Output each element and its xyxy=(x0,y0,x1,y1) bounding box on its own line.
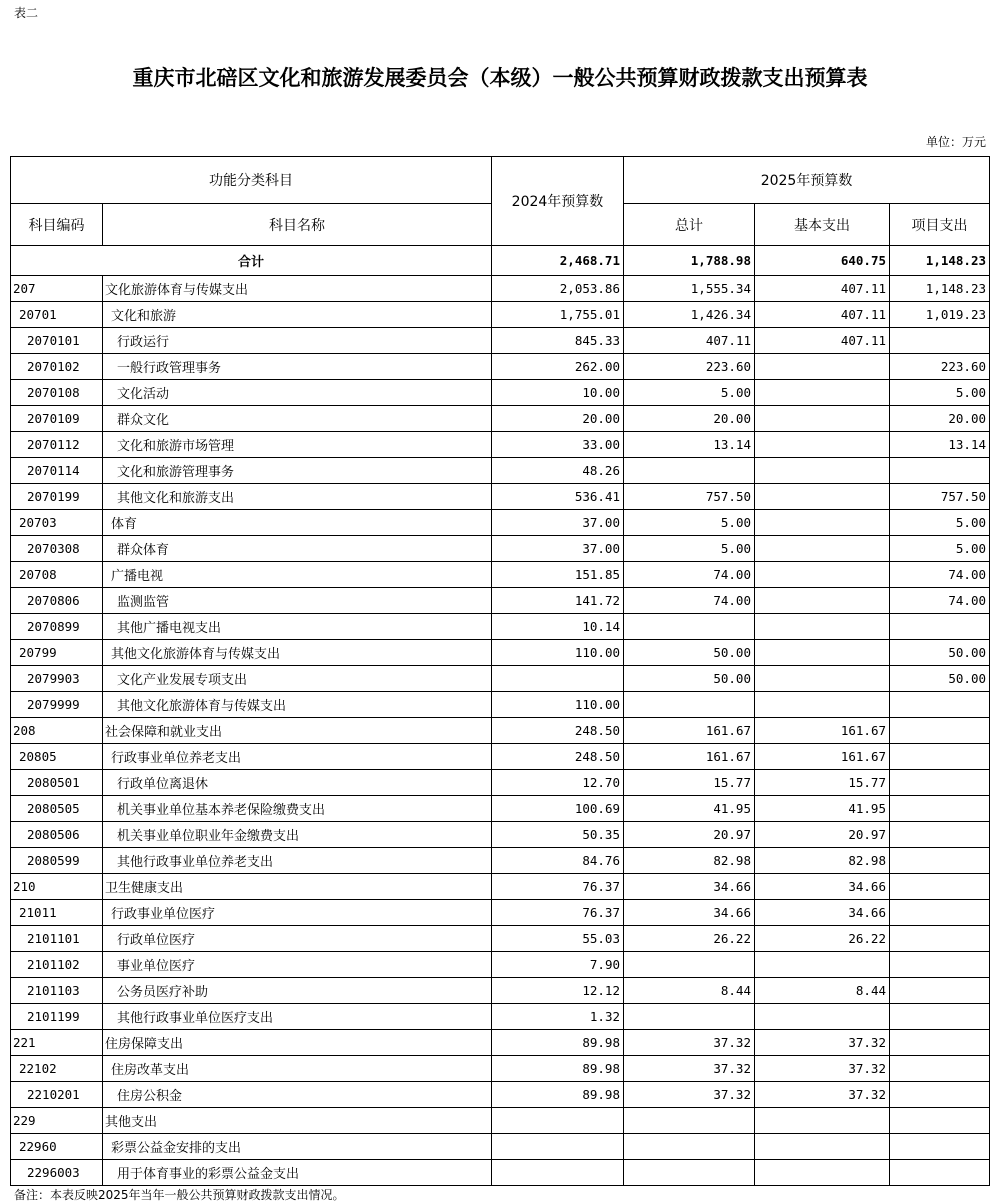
cell-code: 210 xyxy=(11,874,103,900)
cell-code: 2070114 xyxy=(11,458,103,484)
cell-name: 其他行政事业单位养老支出 xyxy=(103,848,492,874)
table-row xyxy=(11,952,990,978)
cell-code: 2070899 xyxy=(11,614,103,640)
cell-project xyxy=(890,952,990,978)
cell-code: 2210201 xyxy=(11,1082,103,1108)
cell-total: 20.00 xyxy=(624,406,755,432)
cell-total: 37.32 xyxy=(624,1056,755,1082)
cell-code: 207 xyxy=(11,276,103,302)
header-basic: 基本支出 xyxy=(755,204,890,246)
cell-b2024: 12.70 xyxy=(492,770,624,796)
cell-b2024: 7.90 xyxy=(492,952,624,978)
cell-code: 2070112 xyxy=(11,432,103,458)
cell-basic: 407.11 xyxy=(755,276,890,302)
cell-total xyxy=(624,1108,755,1134)
cell-name: 行政单位离退休 xyxy=(103,770,492,796)
cell-code: 21011 xyxy=(11,900,103,926)
table-row xyxy=(11,1134,990,1160)
cell-project: 5.00 xyxy=(890,536,990,562)
table-row xyxy=(11,1004,990,1030)
cell-b2024: 12.12 xyxy=(492,978,624,1004)
cell-name: 监测监管 xyxy=(103,588,492,614)
cell-project: 20.00 xyxy=(890,406,990,432)
cell-basic xyxy=(755,666,890,692)
cell-project xyxy=(890,692,990,718)
cell-basic xyxy=(755,1134,890,1160)
cell-project xyxy=(890,1108,990,1134)
cell-project: 223.60 xyxy=(890,354,990,380)
cell-total xyxy=(624,1134,755,1160)
table-row xyxy=(11,1160,990,1186)
table-row xyxy=(11,328,990,354)
table-row xyxy=(11,562,990,588)
table-row xyxy=(11,1108,990,1134)
cell-total: 50.00 xyxy=(624,666,755,692)
cell-basic: 34.66 xyxy=(755,874,890,900)
cell-code: 2070109 xyxy=(11,406,103,432)
cell-basic xyxy=(755,380,890,406)
table-row xyxy=(11,848,990,874)
cell-total: 34.66 xyxy=(624,874,755,900)
cell-basic xyxy=(755,614,890,640)
cell-b2024 xyxy=(492,1108,624,1134)
cell-code: 229 xyxy=(11,1108,103,1134)
cell-total: 161.67 xyxy=(624,744,755,770)
cell-name: 文化和旅游 xyxy=(103,302,492,328)
table-row xyxy=(11,536,990,562)
cell-project xyxy=(890,926,990,952)
cell-name: 其他行政事业单位医疗支出 xyxy=(103,1004,492,1030)
cell-total: 1,426.34 xyxy=(624,302,755,328)
header-func-class: 功能分类科目 xyxy=(11,157,492,204)
cell-total: 82.98 xyxy=(624,848,755,874)
cell-basic: 15.77 xyxy=(755,770,890,796)
cell-b2024 xyxy=(492,666,624,692)
cell-basic: 161.67 xyxy=(755,718,890,744)
cell-project xyxy=(890,744,990,770)
cell-total xyxy=(624,692,755,718)
cell-total: 757.50 xyxy=(624,484,755,510)
cell-code: 208 xyxy=(11,718,103,744)
cell-project xyxy=(890,900,990,926)
cell-basic xyxy=(755,484,890,510)
cell-code: 20701 xyxy=(11,302,103,328)
table-row xyxy=(11,484,990,510)
cell-project xyxy=(890,328,990,354)
cell-code: 2070102 xyxy=(11,354,103,380)
cell-b2024: 536.41 xyxy=(492,484,624,510)
cell-basic: 37.32 xyxy=(755,1030,890,1056)
cell-name: 行政单位医疗 xyxy=(103,926,492,952)
cell-name: 其他文化旅游体育与传媒支出 xyxy=(103,692,492,718)
cell-name: 一般行政管理事务 xyxy=(103,354,492,380)
footnote: 备注：本表反映2025年当年一般公共预算财政拨款支出情况。 xyxy=(14,1188,345,1202)
cell-total: 37.32 xyxy=(624,1030,755,1056)
cell-basic xyxy=(755,562,890,588)
cell-code: 2296003 xyxy=(11,1160,103,1186)
cell-name: 机关事业单位职业年金缴费支出 xyxy=(103,822,492,848)
cell-code: 2080506 xyxy=(11,822,103,848)
table-row xyxy=(11,978,990,1004)
cell-name: 其他文化和旅游支出 xyxy=(103,484,492,510)
cell-total: 41.95 xyxy=(624,796,755,822)
cell-code: 2101103 xyxy=(11,978,103,1004)
table-row xyxy=(11,666,990,692)
cell-project: 5.00 xyxy=(890,380,990,406)
cell-total: 5.00 xyxy=(624,536,755,562)
cell-b2024: 76.37 xyxy=(492,900,624,926)
cell-basic: 161.67 xyxy=(755,744,890,770)
cell-basic xyxy=(755,640,890,666)
cell-b2024: 89.98 xyxy=(492,1082,624,1108)
cell-project xyxy=(890,718,990,744)
cell-name: 事业单位医疗 xyxy=(103,952,492,978)
cell-code: 2070108 xyxy=(11,380,103,406)
header-project: 项目支出 xyxy=(890,204,990,246)
cell-code: 20703 xyxy=(11,510,103,536)
cell-project xyxy=(890,978,990,1004)
cell-total: 5.00 xyxy=(624,510,755,536)
totals-row xyxy=(11,246,990,276)
header-code: 科目编码 xyxy=(11,204,103,246)
cell-project xyxy=(890,1056,990,1082)
cell-project: 1,148.23 xyxy=(890,276,990,302)
header-name: 科目名称 xyxy=(103,204,492,246)
cell-b2024: 110.00 xyxy=(492,692,624,718)
cell-name: 用于体育事业的彩票公益金支出 xyxy=(103,1160,492,1186)
cell-name: 其他广播电视支出 xyxy=(103,614,492,640)
cell-project xyxy=(890,848,990,874)
cell-total: 50.00 xyxy=(624,640,755,666)
cell-project: 50.00 xyxy=(890,666,990,692)
totals-project: 1,148.23 xyxy=(890,246,990,276)
cell-name: 住房保障支出 xyxy=(103,1030,492,1056)
cell-name: 文化活动 xyxy=(103,380,492,406)
cell-total: 407.11 xyxy=(624,328,755,354)
cell-name: 行政运行 xyxy=(103,328,492,354)
table-row xyxy=(11,744,990,770)
cell-code: 2101199 xyxy=(11,1004,103,1030)
cell-name: 文化和旅游管理事务 xyxy=(103,458,492,484)
cell-code: 2079903 xyxy=(11,666,103,692)
cell-project: 5.00 xyxy=(890,510,990,536)
cell-code: 2080505 xyxy=(11,796,103,822)
cell-b2024: 37.00 xyxy=(492,536,624,562)
cell-name: 彩票公益金安排的支出 xyxy=(103,1134,492,1160)
table-row xyxy=(11,588,990,614)
cell-code: 2080599 xyxy=(11,848,103,874)
cell-basic xyxy=(755,432,890,458)
cell-project xyxy=(890,1082,990,1108)
cell-total: 26.22 xyxy=(624,926,755,952)
cell-project xyxy=(890,822,990,848)
table-row xyxy=(11,510,990,536)
totals-basic: 640.75 xyxy=(755,246,890,276)
table-row xyxy=(11,796,990,822)
cell-name: 行政事业单位养老支出 xyxy=(103,744,492,770)
cell-total xyxy=(624,1160,755,1186)
table-row xyxy=(11,1082,990,1108)
cell-basic xyxy=(755,1004,890,1030)
table-row xyxy=(11,874,990,900)
header-total: 总计 xyxy=(624,204,755,246)
table-row xyxy=(11,406,990,432)
cell-b2024: 262.00 xyxy=(492,354,624,380)
cell-b2024: 84.76 xyxy=(492,848,624,874)
cell-name: 其他文化旅游体育与传媒支出 xyxy=(103,640,492,666)
cell-project xyxy=(890,796,990,822)
cell-name: 社会保障和就业支出 xyxy=(103,718,492,744)
table-row xyxy=(11,718,990,744)
cell-name: 群众文化 xyxy=(103,406,492,432)
cell-name: 行政事业单位医疗 xyxy=(103,900,492,926)
cell-basic xyxy=(755,692,890,718)
cell-basic xyxy=(755,510,890,536)
cell-code: 2070199 xyxy=(11,484,103,510)
cell-basic: 37.32 xyxy=(755,1056,890,1082)
cell-project: 50.00 xyxy=(890,640,990,666)
cell-name: 文化旅游体育与传媒支出 xyxy=(103,276,492,302)
cell-b2024: 33.00 xyxy=(492,432,624,458)
cell-basic xyxy=(755,536,890,562)
cell-name: 卫生健康支出 xyxy=(103,874,492,900)
cell-basic: 8.44 xyxy=(755,978,890,1004)
cell-b2024: 89.98 xyxy=(492,1056,624,1082)
cell-project: 74.00 xyxy=(890,562,990,588)
cell-b2024: 1,755.01 xyxy=(492,302,624,328)
cell-basic: 34.66 xyxy=(755,900,890,926)
cell-basic: 26.22 xyxy=(755,926,890,952)
cell-code: 22102 xyxy=(11,1056,103,1082)
cell-project: 13.14 xyxy=(890,432,990,458)
cell-project: 74.00 xyxy=(890,588,990,614)
cell-total: 223.60 xyxy=(624,354,755,380)
header-budget-2025: 2025年预算数 xyxy=(624,157,990,204)
totals-b2024: 2,468.71 xyxy=(492,246,624,276)
cell-basic xyxy=(755,458,890,484)
cell-project xyxy=(890,614,990,640)
cell-name: 体育 xyxy=(103,510,492,536)
cell-total: 74.00 xyxy=(624,588,755,614)
cell-code: 20805 xyxy=(11,744,103,770)
cell-name: 住房改革支出 xyxy=(103,1056,492,1082)
cell-total: 34.66 xyxy=(624,900,755,926)
cell-basic xyxy=(755,1160,890,1186)
cell-project xyxy=(890,1134,990,1160)
cell-project xyxy=(890,874,990,900)
table-row xyxy=(11,458,990,484)
table-row xyxy=(11,432,990,458)
cell-b2024: 50.35 xyxy=(492,822,624,848)
cell-total: 13.14 xyxy=(624,432,755,458)
cell-code: 221 xyxy=(11,1030,103,1056)
header-budget-2024: 2024年预算数 xyxy=(492,157,624,246)
cell-basic: 407.11 xyxy=(755,328,890,354)
cell-b2024: 10.14 xyxy=(492,614,624,640)
cell-code: 2070806 xyxy=(11,588,103,614)
table-row xyxy=(11,822,990,848)
cell-code: 22960 xyxy=(11,1134,103,1160)
cell-name: 其他支出 xyxy=(103,1108,492,1134)
cell-basic xyxy=(755,952,890,978)
cell-basic xyxy=(755,406,890,432)
cell-project: 1,019.23 xyxy=(890,302,990,328)
page-title: 重庆市北碚区文化和旅游发展委员会（本级）一般公共预算财政拨款支出预算表 xyxy=(132,66,868,90)
cell-b2024: 55.03 xyxy=(492,926,624,952)
cell-project xyxy=(890,1004,990,1030)
unit-label: 单位：万元 xyxy=(925,135,986,149)
cell-project xyxy=(890,1160,990,1186)
table-row xyxy=(11,614,990,640)
cell-total: 5.00 xyxy=(624,380,755,406)
cell-code: 2080501 xyxy=(11,770,103,796)
cell-project xyxy=(890,770,990,796)
cell-b2024: 76.37 xyxy=(492,874,624,900)
cell-basic: 41.95 xyxy=(755,796,890,822)
cell-name: 群众体育 xyxy=(103,536,492,562)
cell-b2024: 10.00 xyxy=(492,380,624,406)
cell-b2024: 151.85 xyxy=(492,562,624,588)
table-row xyxy=(11,770,990,796)
cell-basic xyxy=(755,1108,890,1134)
cell-basic: 37.32 xyxy=(755,1082,890,1108)
cell-total: 20.97 xyxy=(624,822,755,848)
cell-total: 161.67 xyxy=(624,718,755,744)
cell-basic xyxy=(755,354,890,380)
cell-basic: 20.97 xyxy=(755,822,890,848)
cell-code: 20708 xyxy=(11,562,103,588)
cell-total xyxy=(624,614,755,640)
cell-total xyxy=(624,952,755,978)
cell-name: 公务员医疗补助 xyxy=(103,978,492,1004)
cell-name: 文化产业发展专项支出 xyxy=(103,666,492,692)
cell-name: 机关事业单位基本养老保险缴费支出 xyxy=(103,796,492,822)
cell-name: 住房公积金 xyxy=(103,1082,492,1108)
cell-name: 广播电视 xyxy=(103,562,492,588)
table-row xyxy=(11,692,990,718)
cell-basic xyxy=(755,588,890,614)
cell-project: 757.50 xyxy=(890,484,990,510)
cell-code: 20799 xyxy=(11,640,103,666)
cell-project xyxy=(890,1030,990,1056)
totals-label: 合计 xyxy=(11,246,492,276)
table-row xyxy=(11,900,990,926)
cell-basic: 82.98 xyxy=(755,848,890,874)
cell-b2024: 845.33 xyxy=(492,328,624,354)
cell-total xyxy=(624,1004,755,1030)
cell-b2024 xyxy=(492,1134,624,1160)
table-tag: 表二 xyxy=(14,6,39,20)
cell-total: 8.44 xyxy=(624,978,755,1004)
cell-name: 文化和旅游市场管理 xyxy=(103,432,492,458)
cell-basic: 407.11 xyxy=(755,302,890,328)
cell-code: 2101102 xyxy=(11,952,103,978)
totals-total: 1,788.98 xyxy=(624,246,755,276)
cell-b2024: 2,053.86 xyxy=(492,276,624,302)
table-row xyxy=(11,302,990,328)
cell-total: 15.77 xyxy=(624,770,755,796)
cell-total: 37.32 xyxy=(624,1082,755,1108)
cell-b2024: 89.98 xyxy=(492,1030,624,1056)
cell-b2024: 141.72 xyxy=(492,588,624,614)
cell-b2024: 248.50 xyxy=(492,744,624,770)
cell-code: 2079999 xyxy=(11,692,103,718)
table-row xyxy=(11,380,990,406)
cell-b2024: 100.69 xyxy=(492,796,624,822)
cell-b2024: 20.00 xyxy=(492,406,624,432)
cell-total: 1,555.34 xyxy=(624,276,755,302)
cell-code: 2070101 xyxy=(11,328,103,354)
cell-total xyxy=(624,458,755,484)
table-row xyxy=(11,1030,990,1056)
table-row xyxy=(11,276,990,302)
table-row xyxy=(11,354,990,380)
cell-b2024: 37.00 xyxy=(492,510,624,536)
cell-b2024: 248.50 xyxy=(492,718,624,744)
cell-project xyxy=(890,458,990,484)
cell-b2024: 48.26 xyxy=(492,458,624,484)
cell-total: 74.00 xyxy=(624,562,755,588)
cell-b2024: 1.32 xyxy=(492,1004,624,1030)
table-row xyxy=(11,926,990,952)
table-row xyxy=(11,640,990,666)
budget-table xyxy=(10,156,990,1186)
cell-b2024: 110.00 xyxy=(492,640,624,666)
cell-code: 2070308 xyxy=(11,536,103,562)
cell-b2024 xyxy=(492,1160,624,1186)
cell-code: 2101101 xyxy=(11,926,103,952)
table-row xyxy=(11,1056,990,1082)
